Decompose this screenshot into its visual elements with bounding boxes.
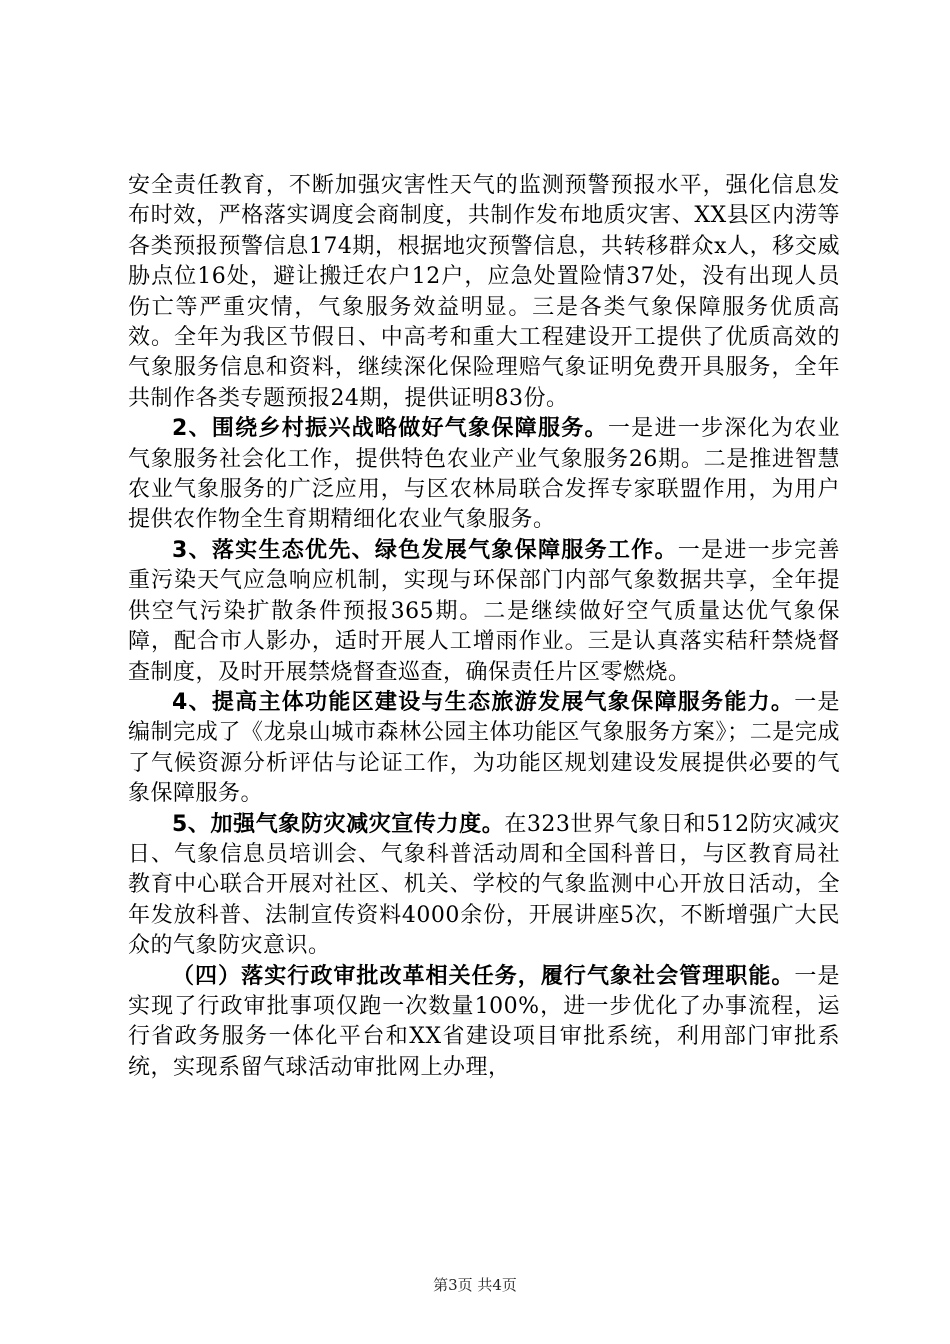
paragraph-continuation [128,171,840,414]
paragraph-text: 安全责任教育，不断加强灾害性天气的监测预警预报水平，强化信息发布时效，严格落实调度会商制度，共制作发布地质灾害、XX县区内涝等各类预报预警信息174期，根据地灾预警信息，共转移群众x人，移交威胁点位16处，避让搬迁农户12户，应急处置险情37处，没有出现人员伤亡等严重灾情，气象服务效益明显。三是各类气象保障服务优质高效。全年为我区节假日、中高考和重大工程建设开工提供了优质高效的气象服务信息和资料，继续深化保险理赔气象证明免费开具服务，全年共制作各类专题预报24期，提供证明83份。 [128,173,840,411]
page-number-label: 第3页 共4页 [433,1276,517,1294]
paragraph-text: 一是进一步深化为农业气象服务社会化工作，提供特色农业产业气象服务26期。二是推进智慧农业气象服务的广泛应用，与区农林局联合发挥专家联盟作用，为用户提供农作物全生育期精细化农业气象服务。 [128,416,840,533]
paragraph-text: 在323世界气象日和512防灾减灾日、气象信息员培训会、气象科普活动周和全国科普日，与区教育局社教育中心联合开展对社区、机关、学校的气象监测中心开放日活动，全年发放科普、法制宣传资料4000余份，开展讲座5次，不断增强广大民众的气象防灾意识。 [128,811,840,959]
paragraph-heading: （四）落实行政审批改革相关任务，履行气象社会管理职能。 [172,963,795,989]
document-body [128,171,840,1083]
paragraph-rural-revitalization [128,414,840,536]
paragraph-text: 一是进一步完善重污染天气应急响应机制，实现与环保部门内部气象数据共享，全年提供空气污染扩散条件预报365期。二是继续做好空气质量达优气象保障，配合市人影办，适时开展人工增雨作业。三是认真落实秸秆禁烧督查制度，及时开展禁烧督查巡查，确保责任片区零燃烧。 [128,537,840,685]
paragraph-heading: 3、落实生态优先、绿色发展气象保障服务工作。 [172,537,678,563]
paragraph-text: 一是编制完成了《龙泉山城市森林公园主体功能区气象服务方案》；二是完成了气候资源分析评估与论证工作，为功能区规划建设发展提供必要的气象保障服务。 [128,689,840,807]
paragraph-heading: 5、加强气象防灾减灾宣传力度。 [172,811,505,837]
paragraph-disaster-publicity [128,810,840,962]
paragraph-heading: 2、围绕乡村振兴战略做好气象保障服务。 [172,416,608,442]
paragraph-functional-zone [128,688,840,810]
paragraph-ecology-priority [128,536,840,688]
paragraph-heading: 4、提高主体功能区建设与生态旅游发展气象保障服务能力。 [172,689,795,715]
page-footer [0,1274,950,1295]
paragraph-administrative-approval [128,962,840,1084]
paragraph-text: 一是实现了行政审批事项仅跑一次数量100%，进一步优化了办事流程，运行省政务服务一体化平台和XX省建设项目审批系统，利用部门审批系统，实现系留气球活动审批网上办理， [128,963,840,1080]
